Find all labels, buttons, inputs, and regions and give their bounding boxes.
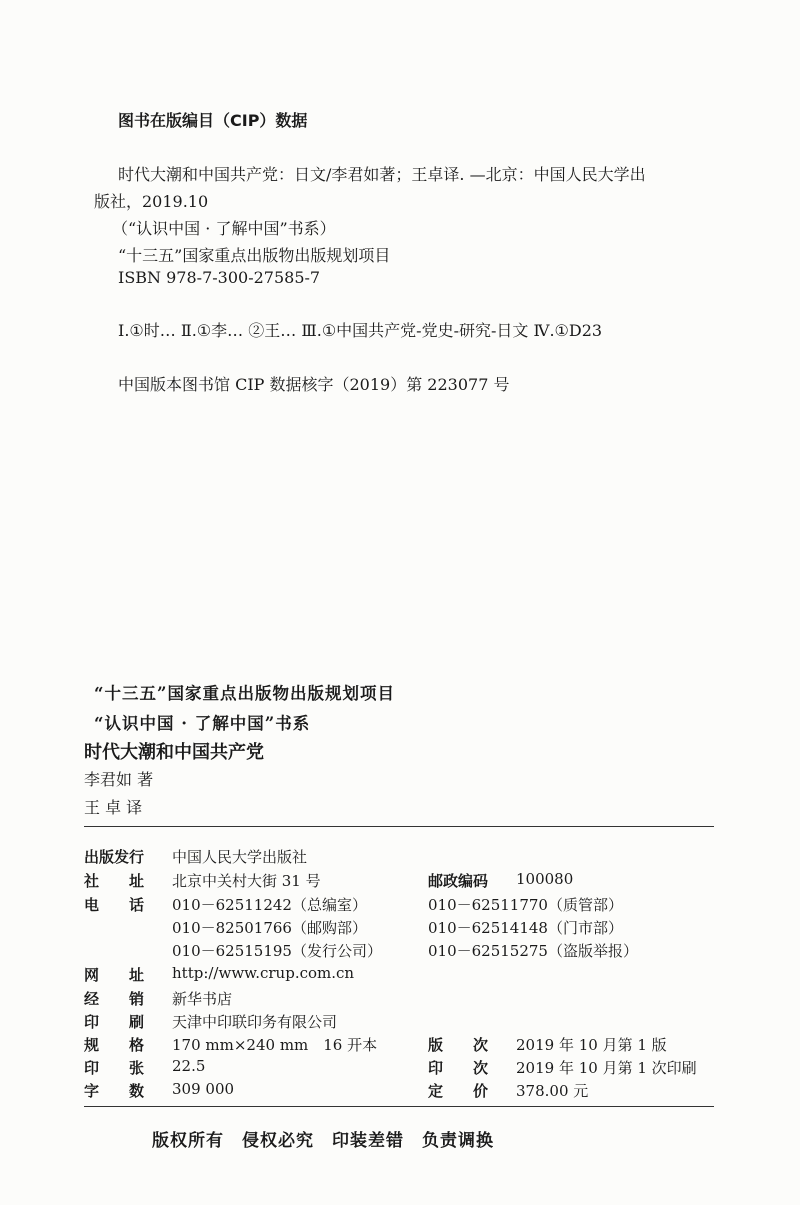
price-label: 定 价 <box>428 1082 489 1100</box>
phone-right-2: 010－62514148（门市部） <box>428 919 623 937</box>
seller-value: 新华书店 <box>172 990 233 1008</box>
project-line: “十三五”国家重点出版物出版规划项目 <box>94 684 395 703</box>
phone-left-2: 010－82501766（邮购部） <box>172 919 367 937</box>
publisher-value: 中国人民大学出版社 <box>172 848 308 866</box>
words-value: 309 000 <box>172 1080 235 1098</box>
translator-line: 王 卓 译 <box>84 798 143 817</box>
address-value: 北京中关村大街 31 号 <box>172 872 321 890</box>
printing-value: 2019 年 10 月第 1 次印刷 <box>516 1059 697 1077</box>
price-value: 378.00 元 <box>516 1082 589 1100</box>
author-line: 李君如 著 <box>84 770 154 789</box>
spec-label: 规 格 <box>84 1036 145 1054</box>
printer-value: 天津中印联印务有限公司 <box>172 1013 338 1031</box>
postcode-value: 100080 <box>516 870 574 888</box>
cip-record-number: 中国版本图书馆 CIP 数据核字（2019）第 223077 号 <box>118 375 510 394</box>
edition-label: 版 次 <box>428 1036 489 1054</box>
bottom-divider <box>84 1106 714 1107</box>
top-divider <box>84 826 714 827</box>
publisher-label: 出版发行 <box>84 848 145 866</box>
sheets-label: 印 张 <box>84 1059 145 1077</box>
printer-label: 印 刷 <box>84 1013 145 1031</box>
phone-left-1: 010－62511242（总编室） <box>172 896 367 914</box>
printing-label: 印 次 <box>428 1059 489 1077</box>
phone-left-3: 010－62515195（发行公司） <box>172 942 382 960</box>
cip-heading: 图书在版编目（CIP）数据 <box>118 111 308 130</box>
seller-label: 经 销 <box>84 990 145 1008</box>
web-value: http://www.crup.com.cn <box>172 964 355 982</box>
cip-bibliographic-line: 时代大潮和中国共产党：日文/李君如著；王卓译. —北京：中国人民大学出 <box>118 165 646 184</box>
address-label: 社 址 <box>84 872 145 890</box>
cip-classification: Ⅰ.①时… Ⅱ.①李… ②王… Ⅲ.①中国共产党-党史-研究-日文 Ⅳ.①D23 <box>118 321 603 340</box>
phone-right-3: 010－62515275（盗版举报） <box>428 942 638 960</box>
rights-statement: 版权所有 侵权必究 印装差错 负责调换 <box>152 1131 494 1151</box>
cip-project-line: “十三五”国家重点出版物出版规划项目 <box>118 246 391 265</box>
cip-isbn: ISBN 978-7-300-27585-7 <box>118 268 321 287</box>
spec-value: 170 mm×240 mm 16 开本 <box>172 1036 378 1054</box>
series-line: “认识中国 · 了解中国”书系 <box>94 714 311 733</box>
edition-value: 2019 年 10 月第 1 版 <box>516 1036 667 1054</box>
phone-label: 电 话 <box>84 896 145 914</box>
sheets-value: 22.5 <box>172 1057 206 1075</box>
phone-right-1: 010－62511770（质管部） <box>428 896 623 914</box>
web-label: 网 址 <box>84 966 145 984</box>
postcode-label: 邮政编码 <box>428 872 489 890</box>
cip-bibliographic-line-continued: 版社，2019.10 <box>94 192 209 211</box>
cip-series-line: （“认识中国 · 了解中国”书系） <box>112 219 336 238</box>
book-title: 时代大潮和中国共产党 <box>84 742 264 763</box>
words-label: 字 数 <box>84 1082 145 1100</box>
